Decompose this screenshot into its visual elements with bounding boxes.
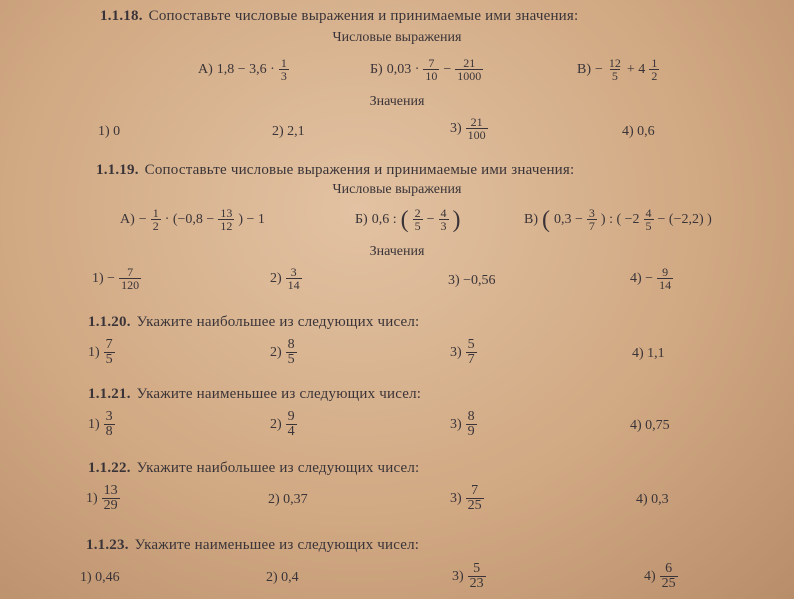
expression-a: А) 1,8 − 3,6 · $\frac{1}{3}$ (198, 56, 287, 83)
option-3: 3) $\frac{5}{23}$ (452, 561, 484, 591)
fraction: $\frac{1}{2}$ (651, 56, 658, 83)
option-2: 2) 0,37 (268, 492, 308, 507)
expression-a: А) − $\frac{1}{2}$ · (−0,8 − $\frac{13}{12}$ ) − 1 (120, 206, 265, 233)
task-1-1-21-title: 1.1.21. Укажите наименьшее из следующих чисел: (88, 386, 422, 402)
option-1: 1) $\frac{13}{29}$ (86, 483, 118, 513)
option-4: 4) 1,1 (632, 346, 665, 361)
fraction: $\frac{5}{7}$ (467, 337, 475, 367)
task-1-1-22-title: 1.1.22. Укажите наибольшее из следующих чисел: (88, 460, 420, 476)
task-1-1-19-title: 1.1.19. Сопоставьте числовые выражения и принимаемые ими значения: (96, 162, 575, 178)
fraction: $\frac{7}{120}$ (121, 265, 140, 292)
task-1-1-18-title (100, 8, 578, 25)
fraction: $\frac{8}{5}$ (287, 337, 295, 367)
value-2: 2) $\frac{3}{14}$ (270, 265, 300, 292)
option-4: 4) 0,3 (636, 492, 669, 507)
fraction: $\frac{3}{14}$ (287, 265, 300, 292)
task-1-1-20-title: 1.1.20. Укажите наибольшее из следующих чисел: (88, 314, 420, 330)
fraction: $\frac{13}{29}$ (103, 483, 118, 513)
fraction: $\frac{5}{23}$ (469, 561, 484, 591)
expression-c: В) ( 0,3 − $\frac{3}{7}$ ) : ( −2 $\frac{4}{5}$ − (−2,2) ) (524, 206, 712, 233)
fraction: $\frac{6}{25}$ (661, 561, 676, 591)
option-2: 2) $\frac{8}{5}$ (270, 337, 295, 367)
option-3: 3) $\frac{5}{7}$ (450, 337, 475, 367)
task-number: 1.1.18. (100, 8, 143, 24)
fraction: $\frac{8}{9}$ (467, 409, 475, 439)
fraction: $\frac{7}{10}$ (425, 56, 438, 83)
value-2: 2) 2,1 (272, 124, 305, 139)
option-1: 1) $\frac{7}{5}$ (88, 337, 113, 367)
option-4: 4) 0,75 (630, 418, 670, 433)
expression-c: В) − $\frac{12}{5}$ + 4 $\frac{1}{2}$ (577, 56, 658, 83)
fraction: $\frac{7}{25}$ (467, 483, 482, 513)
values-heading: Значения (369, 244, 425, 259)
option-3: 3) $\frac{7}{25}$ (450, 483, 482, 513)
fraction: $\frac{4}{5}$ (645, 206, 652, 233)
fraction: $\frac{21}{1000}$ (457, 56, 482, 83)
expression-b: Б) 0,6 : ( $\frac{2}{5}$ − $\frac{4}{3}$ ) (355, 206, 461, 233)
fraction: $\frac{1}{3}$ (280, 56, 287, 83)
values-heading: Значения (369, 94, 425, 109)
expression-b: Б) 0,03 · $\frac{7}{10}$ − $\frac{21}{1000}$ (370, 56, 482, 83)
option-4: 4) $\frac{6}{25}$ (644, 561, 676, 591)
expressions-heading: Числовые выражения (332, 30, 462, 45)
value-3: 3) $\frac{21}{100}$ (450, 115, 486, 142)
value-3: 3) −0,56 (448, 273, 496, 288)
task-1-1-23-title: 1.1.23. Укажите наименьшее из следующих чисел: (86, 537, 420, 553)
fraction: $\frac{3}{8}$ (105, 409, 113, 439)
fraction: $\frac{7}{5}$ (105, 337, 113, 367)
value-1: 1) 0 (98, 124, 121, 139)
fraction: $\frac{21}{100}$ (467, 115, 486, 142)
option-2: 2) $\frac{9}{4}$ (270, 409, 295, 439)
fraction: $\frac{2}{5}$ (414, 206, 421, 233)
option-1: 1) 0,46 (80, 570, 120, 585)
value-1: 1) − $\frac{7}{120}$ (92, 265, 140, 292)
value-4: 4) 0,6 (622, 124, 655, 139)
fraction: $\frac{3}{7}$ (588, 206, 595, 233)
fraction: $\frac{4}{3}$ (440, 206, 447, 233)
fraction: $\frac{9}{14}$ (659, 265, 672, 292)
fraction: $\frac{12}{5}$ (608, 56, 621, 83)
fraction: $\frac{1}{2}$ (152, 206, 159, 233)
option-1: 1) $\frac{3}{8}$ (88, 409, 113, 439)
expressions-heading: Числовые выражения (332, 182, 462, 197)
fraction: $\frac{9}{4}$ (287, 409, 295, 439)
fraction: $\frac{13}{12}$ (220, 206, 233, 233)
option-3: 3) $\frac{8}{9}$ (450, 409, 475, 439)
task-text: Сопоставьте числовые выражения и принимаемые ими значения: (148, 8, 579, 24)
option-2: 2) 0,4 (266, 570, 299, 585)
value-4: 4) − $\frac{9}{14}$ (630, 265, 672, 292)
